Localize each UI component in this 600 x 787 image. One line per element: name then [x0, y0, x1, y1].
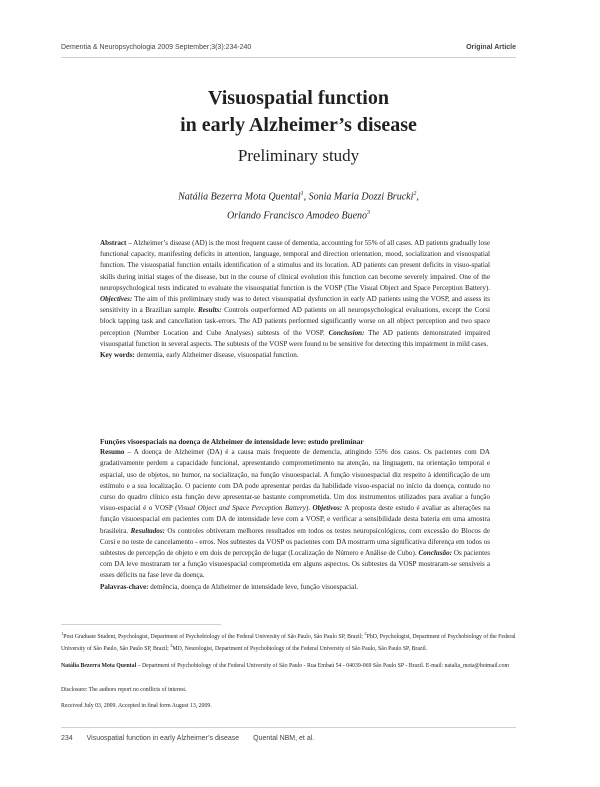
page-number: 234 [61, 735, 73, 742]
title-line-1: Visuospatial function [208, 87, 389, 109]
resumo-objectives: A proposta deste estudo é avaliar as alterações na função visuoespacial em pacientes com DA de intensidade leve com a VOSP, e verificar a sensibilidade desta bateria em uma amostra brasileira. [100, 504, 490, 535]
disclosure: Disclosure: The authors report no conflicts of interest. [61, 687, 187, 693]
resumo: Funções visoespaciais na doença de Alzheimer de intensidade leve: estudo preliminar Resumo – A doença de Alzheimer (DA) é a causa mais frequente de demencia, atingindo 55% dos casos. Os pacientes com DA gradativamente perdem a capacidade funcional, apresentando comprometimento na atenção, na linguagem, na orientação temporal e espacial, uso de objetos, no humor, na socialização, na função visuoespacial. A função visuoespacial diz respeito à identificação de um estímulo e a sua localização. O paciente com DA pode apresentar perdas da habilidade visuo-espacial no início da doença, contudo no curso do quadro clínico esta função deve apresentar-se bastante comprometida. Um dos instrumentos utilizados para avaliar a função visuo-espacial é o VOSP (Visual Object and Space Perception Battery). Objetivos: A proposta deste estudo é avaliar as alterações na função visuoespacial em pacientes com DA de intensidade leve com a VOSP, e verificar a sensibilidade desta bateria em uma amostra brasileira. Resultados: Os controles obtiveram melhores resultados em todos os testes neuropsicológicos, com excessão do Blocos de Corsi e no teste de cancelamento - erros. Nos subtestes da VOSP os pacientes com DA mostrarm uma significativa diferença em todos os subtestes de percepção de objeto e em dois de percepção de lugar (Localização de Número e Análise de Cubo). Conclusão: Os pacientes com DA leve mostraram ter a função visuoespacial comprometida em alguns aspectos. Os subtestes da VOSP mostraram-se sensíveis a esses déficits na fase leve da doença. Palavras-chave: demência, doença de Alzheimer de intensidade leve, função visoespacial. [100, 437, 490, 591]
affiliation-2: PhD, Psychologist, Department of Psychobiology of the Federal University of São Paulo, São Paulo SP, Brazil; [61, 633, 516, 652]
resumo-results: Os controles obtiveram melhores resultados em todos os testes neuropsicológicos, com excessão do Blocos de Corsi e no teste de cancelamento - erros. Nos subtestes da VOSP os pacientes com DA mostrarm uma significativa diferença em todos os subtestes de percepção de objeto e em dois de percepção de lugar (Localização de Número e Análise de Cubo). [100, 526, 490, 558]
author-1: Natália Bezerra Mota Quental [178, 191, 301, 203]
abstract-intro: – Alzheimer’s disease (AD) is the most frequent cause of dementia, accounting for 55% of all cases. AD patients gradually lose functional capacity, manifesting deficits in attention, language, temporal and direction orientation, mood, socialization and visuospatial function. The visuospatial function entails identification of a stimulus and its location. AD patients can present deficits in visuo-spatial skills during initial stages of the disease, but in the course of clinical evolution this function can become severely impaired. One of the neuropsychological tests indicated to evaluate the visuospatial function is the VOSP (The Visual Object and Space Perception Battery). [100, 239, 490, 292]
correspondence-footnote [61, 662, 521, 671]
abstract-conclusion-label: Conclusion: [328, 328, 365, 337]
abstract-objectives: The aim of this preliminary study was to detect visuospatial dysfunction in early AD patients using the VOSP, and assess its sensitivity in a Brazilian sample. [100, 295, 490, 315]
abstract-objectives-label: Objectives: [100, 295, 133, 304]
author-2-affiliation: 2 [413, 191, 417, 197]
corresponding-author: Natália Bezerra Mota Quental [61, 663, 137, 669]
resumo-objectives-label: Objetivos: [312, 504, 343, 513]
palavras-chave: demência, doença de Alzheimer de intensidade leve, função visoespacial. [148, 582, 359, 591]
abstract-results-label: Results: [197, 306, 222, 315]
article-title [61, 85, 536, 139]
author-2: Sonia Maria Dozzi Brucki [308, 191, 414, 203]
resumo-intro: – A doença de Alzheimer (DA) é a causa mais frequente de demencia, atingindo 55% dos casos. Os pacientes com DA gradativamente perdem a capacidade funcional, apresentando comprometimento na atenção, na linguagem, na orientação temporal e espacial, uso de objetos, no humor, na socialização, na função visuoespacial. A função visuoespacial diz respeito à identificação de um estímulo e a sua localização. O paciente com DA pode apresentar perdas da habilidade visuo-espacial no início da doença, contudo no curso do quadro clínico esta função deve apresentar-se bastante comprometida. Um dos instrumentos utilizados para avaliar a função visuo-espacial é o VOSP ( [100, 448, 490, 513]
received-dates: Received July 03, 2009. Accepted in final form August 13, 2009. [61, 703, 212, 709]
page-footer [61, 735, 326, 742]
affiliation-1: Post Graduate Student, Psychologist, Department of Psychobiology of the Federal University of São Paulo, São Paulo SP, Brazil; [63, 633, 365, 640]
palavras-chave-label: Palavras-chave: [100, 582, 149, 591]
vosp-full-name: Visual Object and Space Perception Battery [177, 504, 306, 513]
header-rule [61, 57, 516, 58]
resumo-conclusion-label: Conclusão: [418, 549, 452, 558]
article-subtitle: Preliminary study [237, 146, 360, 165]
correspondence-address: – Department of Psychobiology of the Federal University of São Paulo - Rua Embaú 54 - 04039-069 São Paulo SP - Brazil. E-mail: natalia_mota@hotmail.com [136, 663, 510, 669]
article-type: Original Article [466, 44, 516, 51]
author-3: Orlando Francisco Amodeo Bueno [226, 210, 368, 222]
journal-citation: Dementia & Neuropsychologia 2009 September;3(3):234-240 [61, 44, 252, 51]
abstract-conclusion: The AD patients demonstrated impaired visuospatial function in several aspects. The subtests of the VOSP were found to be sensitive for detecting this impairment in mild cases. [100, 328, 490, 348]
abstract-results: Controls outperformed AD patients on all neuropsychological evaluations, except the Corsi block tapping task and cancellation task-errors. The AD patients performed significantly worse on all object perception and two space perception (Number Location and Cube Analyses) subtests of the VOSP. [100, 306, 490, 337]
footnote-rule [61, 624, 221, 625]
affiliations-footnote: $^1$Post Graduate Student, Psychologist, Department of Psychobiology of the Federal University of São Paulo, São Paulo SP, Brazil; $^2$PhD, Psychologist, Department of Psychobiology of the Federal University of São Paulo, São Paulo SP, Brazil; $^3$MD, Neurologist, Department of Psychobiology of the Federal University of São Paulo, São Paulo SP, Brazil. [61, 631, 516, 652]
author-list: Natália Bezerra Mota Quental$^1$, Sonia Maria Dozzi Brucki$^2$, Orlando Francisco Amodeo Bueno$^3$ [178, 191, 419, 222]
resumo-title: Funções visoespaciais na doença de Alzheimer de intensidade leve: estudo preliminar [100, 437, 364, 446]
resumo-label: Resumo [100, 448, 125, 457]
keywords: dementia, early Alzheimer disease, visuospatial function. [134, 351, 299, 360]
footer-authors: Quental NBM, et al. [253, 735, 315, 742]
footer-rule [61, 727, 516, 728]
author-3-affiliation: 3 [367, 210, 371, 217]
resumo-results-label: Resultados: [130, 526, 165, 535]
running-header [61, 44, 516, 51]
footer-running-title: Visuospatial function in early Alzheimer’s disease [86, 735, 240, 742]
resumo-conclusion: Os pacientes com DA leve mostraram ter a função visuoespacial comprometida em alguns aspectos. Os subtestes da VOSP mostraram-se sensíveis a esses déficits na fase leve da doença. [100, 549, 490, 580]
author-1-affiliation: 1 [300, 191, 304, 197]
keywords-label: Key words: [100, 351, 135, 360]
affiliation-3: MD, Neurologist, Department of Psychobiology of the Federal University of São Paulo, São Paulo SP, Brazil. [172, 645, 428, 652]
abstract-label: Abstract [100, 239, 127, 247]
abstract [100, 238, 490, 361]
title-line-2: in early Alzheimer’s disease [180, 114, 417, 136]
